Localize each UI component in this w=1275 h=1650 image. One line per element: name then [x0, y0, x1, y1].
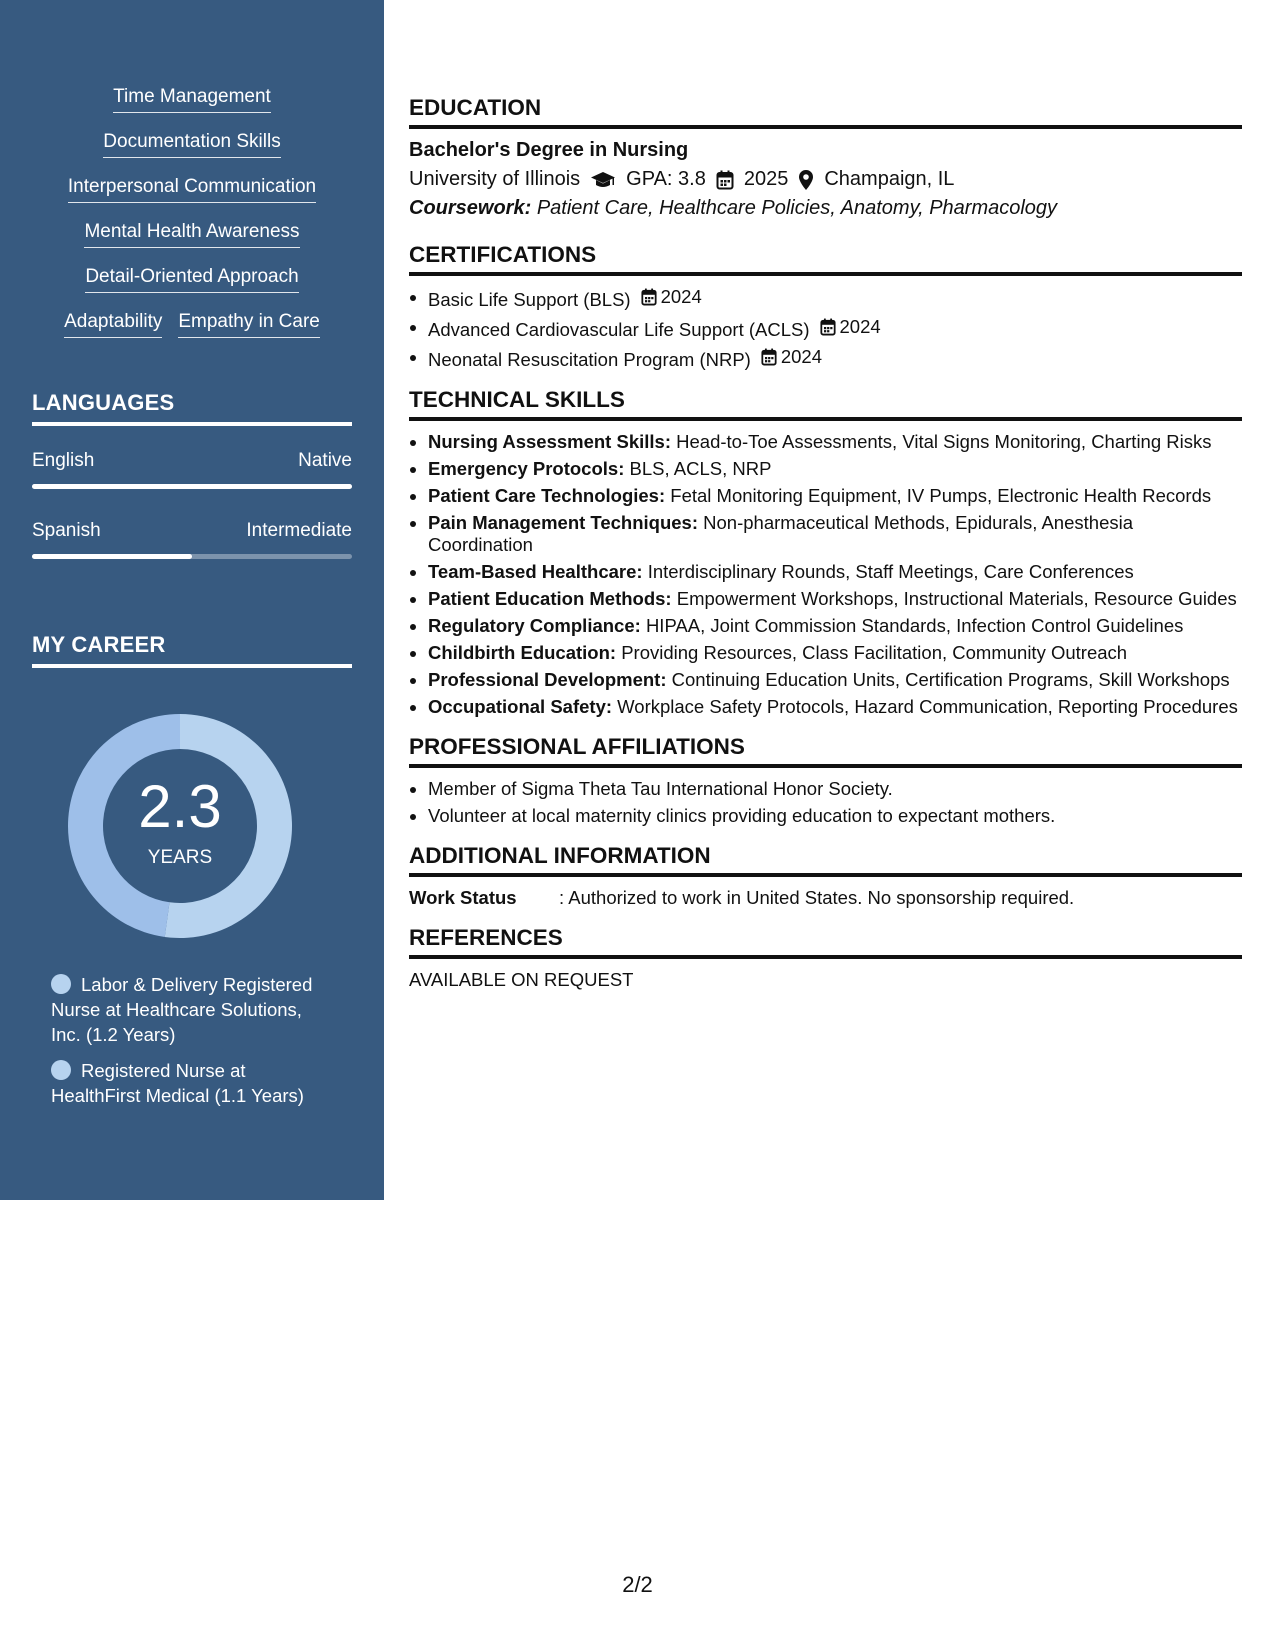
skill-category: Professional Development: — [428, 669, 667, 690]
skill-detail: Workplace Safety Protocols, Hazard Communication, Reporting Procedures — [617, 696, 1238, 717]
technical-skill-item — [409, 458, 1242, 480]
career-legend — [51, 972, 331, 1119]
language-item — [32, 450, 352, 489]
location-pin-icon — [798, 169, 814, 191]
skill-detail: HIPAA, Joint Commission Standards, Infection Control Guidelines — [645, 615, 1184, 636]
technical-skill-item — [409, 512, 1242, 556]
affiliations-list — [409, 778, 1242, 827]
certification-item — [409, 286, 1242, 311]
calendar-icon — [641, 288, 657, 306]
coursework-label: Coursework: — [409, 197, 532, 219]
skill-category: Nursing Assessment Skills: — [428, 431, 671, 452]
languages-heading: LANGUAGES — [32, 390, 352, 426]
career-total-unit: YEARS — [147, 847, 213, 868]
coursework-list: Patient Care, Healthcare Policies, Anatomy, Pharmacology — [536, 197, 1058, 219]
affiliations-section — [409, 734, 1242, 827]
technical-skill-item — [409, 485, 1242, 507]
skill-tag: Documentation Skills — [103, 131, 280, 158]
legend-dot-icon — [51, 974, 71, 994]
certification-name: Basic Life Support (BLS) — [428, 289, 631, 310]
certification-year: 2024 — [660, 286, 702, 307]
university-name: University of Illinois — [409, 168, 581, 190]
certification-item — [409, 316, 1242, 341]
certification-year: 2024 — [839, 316, 881, 337]
skill-tag: Empathy in Care — [178, 311, 320, 338]
language-bar-fill — [32, 554, 192, 559]
language-level: Native — [298, 450, 352, 471]
skill-tag: Mental Health Awareness — [84, 221, 299, 248]
technical-skill-item — [409, 669, 1242, 691]
career-legend-item — [51, 1058, 331, 1108]
career-legend-item — [51, 972, 331, 1047]
language-level: Intermediate — [246, 520, 352, 541]
section-title: REFERENCES — [409, 925, 1242, 959]
section-title: CERTIFICATIONS — [409, 242, 1242, 276]
work-status-row — [409, 887, 1242, 909]
graduation-year: 2025 — [743, 168, 789, 190]
language-bar — [32, 484, 352, 489]
skill-detail: Empowerment Workshops, Instructional Materials, Resource Guides — [676, 588, 1237, 609]
skill-category: Pain Management Techniques: — [428, 512, 699, 533]
certification-list — [409, 286, 1242, 371]
language-name: Spanish — [32, 520, 101, 541]
certifications-section — [409, 242, 1242, 371]
certification-name: Advanced Cardiovascular Life Support (ACLS) — [428, 319, 810, 340]
section-title: PROFESSIONAL AFFILIATIONS — [409, 734, 1242, 768]
skill-category: Childbirth Education: — [428, 642, 617, 663]
certification-item — [409, 346, 1242, 371]
skill-detail: Continuing Education Units, Certification Programs, Skill Workshops — [671, 669, 1230, 690]
technical-skills-section — [409, 387, 1242, 718]
education-section — [409, 95, 1242, 220]
sidebar — [0, 0, 384, 1200]
coursework — [409, 197, 1242, 220]
skill-detail: BLS, ACLS, NRP — [629, 458, 772, 479]
education-meta — [409, 168, 1242, 191]
skill-detail: Fetal Monitoring Equipment, IV Pumps, Electronic Health Records — [670, 485, 1212, 506]
certification-year: 2024 — [780, 346, 823, 367]
skill-category: Team-Based Healthcare: — [428, 561, 643, 582]
main-content — [409, 95, 1242, 991]
language-bar-fill — [32, 484, 352, 489]
affiliation-item: Volunteer at local maternity clinics providing education to expectant mothers. — [409, 805, 1242, 827]
references-section — [409, 925, 1242, 991]
technical-skill-item — [409, 588, 1242, 610]
career-legend-text: Registered Nurse at HealthFirst Medical (1.1 Years) — [51, 1060, 304, 1106]
technical-skill-item — [409, 431, 1242, 453]
calendar-icon — [761, 348, 777, 366]
technical-skill-item — [409, 615, 1242, 637]
skill-tag: Interpersonal Communication — [68, 176, 316, 203]
language-name: English — [32, 450, 95, 471]
skill-tag: Time Management — [113, 86, 271, 113]
education-location: Champaign, IL — [824, 168, 955, 190]
gpa: GPA: 3.8 — [626, 168, 706, 190]
skill-detail: Interdisciplinary Rounds, Staff Meetings, Care Conferences — [647, 561, 1134, 582]
skill-tag: Adaptability — [64, 311, 162, 338]
skill-tag: Detail-Oriented Approach — [85, 266, 298, 293]
legend-dot-icon — [51, 1060, 71, 1080]
work-status-label: Work Status — [409, 887, 517, 908]
career-legend-text: Labor & Delivery Registered Nurse at Healthcare Solutions, Inc. (1.2 Years) — [51, 974, 313, 1045]
skill-detail: Head-to-Toe Assessments, Vital Signs Monitoring, Charting Risks — [676, 431, 1212, 452]
technical-skill-item — [409, 561, 1242, 583]
skill-detail: Non-pharmaceutical Methods, Epidurals, Anesthesia Coordination — [428, 512, 1134, 555]
graduation-cap-icon — [590, 170, 616, 190]
soft-skills-list — [0, 86, 384, 356]
references-text: AVAILABLE ON REQUEST — [409, 969, 634, 990]
technical-skills-list — [409, 431, 1242, 718]
career-donut-chart — [67, 713, 293, 939]
language-bar — [32, 554, 352, 559]
technical-skill-item — [409, 696, 1242, 718]
affiliation-item: Member of Sigma Theta Tau International Honor Society. — [409, 778, 1242, 800]
skill-category: Regulatory Compliance: — [428, 615, 641, 636]
technical-skill-item — [409, 642, 1242, 664]
work-status-value: : Authorized to work in United States. No sponsorship required. — [559, 887, 1075, 908]
career-total-years: 2.3 — [138, 773, 222, 840]
section-title: EDUCATION — [409, 95, 1242, 129]
page-number: 2/2 — [622, 1572, 653, 1597]
skill-category: Occupational Safety: — [428, 696, 613, 717]
skill-detail: Providing Resources, Class Facilitation, Community Outreach — [621, 642, 1128, 663]
language-item — [32, 520, 352, 559]
career-heading: MY CAREER — [32, 632, 352, 668]
skill-category: Patient Education Methods: — [428, 588, 672, 609]
additional-info-section — [409, 843, 1242, 909]
section-title: ADDITIONAL INFORMATION — [409, 843, 1242, 877]
skill-category: Emergency Protocols: — [428, 458, 625, 479]
degree-name: Bachelor's Degree in Nursing — [409, 139, 689, 161]
section-title: TECHNICAL SKILLS — [409, 387, 1242, 421]
calendar-icon — [820, 318, 836, 336]
certification-name: Neonatal Resuscitation Program (NRP) — [428, 349, 751, 370]
skill-category: Patient Care Technologies: — [428, 485, 666, 506]
calendar-icon — [716, 170, 734, 190]
